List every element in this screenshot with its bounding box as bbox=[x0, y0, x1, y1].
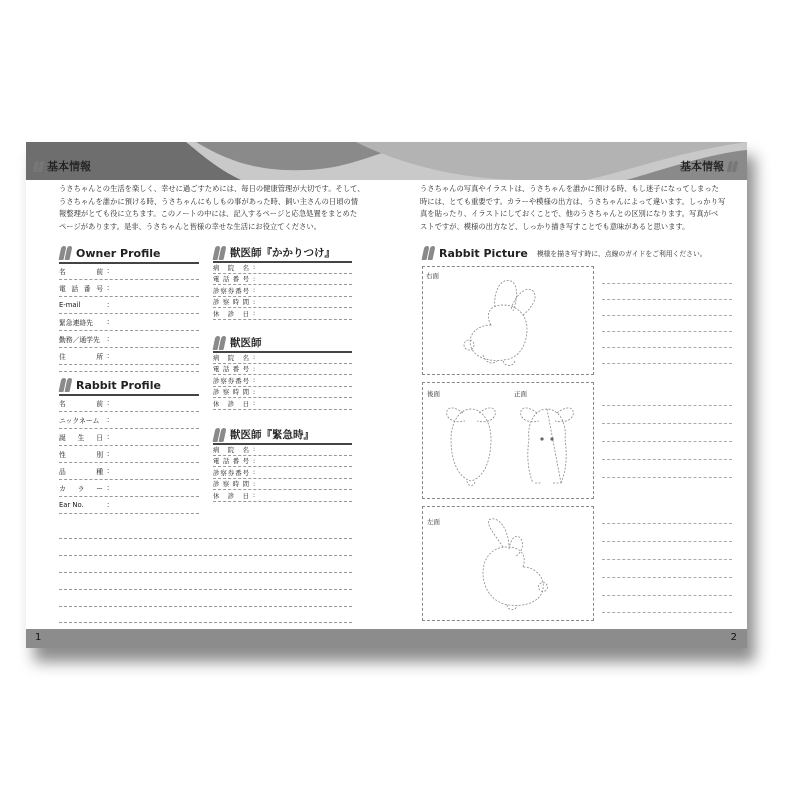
owner-field-row[interactable] bbox=[59, 297, 199, 314]
field-label: 緊急連絡先 bbox=[59, 319, 93, 327]
intro-line: うさちゃんの写真やイラストは、うさちゃんを誰かに預ける時、もし迷子になってしまった bbox=[420, 184, 719, 193]
rabbit-back-front-outline-icon bbox=[423, 383, 595, 500]
colon: : bbox=[253, 468, 256, 477]
left-header bbox=[34, 158, 91, 174]
notes-line[interactable] bbox=[59, 589, 352, 590]
field-label: 診察券番号 bbox=[213, 286, 249, 295]
vet-regular-heading bbox=[214, 245, 335, 260]
field-label: 休 診 日 bbox=[213, 491, 249, 500]
field-label: 診 察 時 間 bbox=[213, 298, 249, 307]
colon: : bbox=[253, 263, 256, 272]
colon: : bbox=[253, 376, 256, 385]
vet-field-row[interactable] bbox=[213, 387, 352, 399]
field-label: 電 話 番 号 bbox=[213, 365, 249, 374]
intro-line: 真を貼ったり、イラストにしておくことで、他のうさちゃんとの区別になります。写真がベ bbox=[420, 209, 719, 218]
writing-line[interactable] bbox=[602, 423, 732, 424]
rabbit-ears-icon bbox=[423, 246, 434, 260]
colon: : bbox=[253, 286, 256, 295]
notes-line[interactable] bbox=[59, 572, 352, 573]
rabbit-picture-hint: 模様を描き写す時に、点線のガイドをご利用ください。 bbox=[536, 250, 707, 258]
colon: : bbox=[253, 399, 256, 408]
owner-profile-title: Owner Profile bbox=[76, 246, 161, 260]
vet-title: 獣医師 bbox=[230, 337, 262, 349]
intro-line: 時には、とても重要です。カラーや模様の出方は、うさちゃんによって違います。しっかり写 bbox=[420, 196, 726, 206]
field-label: Ear No. bbox=[59, 501, 84, 509]
box-label: 後面 bbox=[427, 390, 440, 398]
writing-line[interactable] bbox=[602, 363, 732, 364]
writing-line[interactable] bbox=[602, 331, 732, 332]
vet-field-row[interactable] bbox=[213, 467, 352, 479]
intro-line: ページがあります。是非、うさちゃんと皆様の幸せな生活にお役立てください。 bbox=[59, 221, 321, 231]
vet-field-row[interactable] bbox=[213, 285, 352, 297]
intro-line: ストですが、模様の出方など、しっかり描き写すことでも意味があると思います。 bbox=[420, 221, 690, 231]
colon: : bbox=[253, 364, 256, 373]
right-header bbox=[680, 158, 737, 174]
colon: : bbox=[253, 445, 256, 454]
field-label: 勤務／通学先 bbox=[59, 336, 100, 344]
left-side-drawing-box[interactable] bbox=[422, 506, 594, 621]
colon: : bbox=[107, 484, 110, 492]
writing-line[interactable] bbox=[602, 477, 732, 478]
colon: : bbox=[253, 274, 256, 283]
colon: : bbox=[107, 352, 110, 360]
vet-field-row[interactable] bbox=[213, 352, 352, 364]
colon: : bbox=[107, 267, 110, 275]
writing-line[interactable] bbox=[602, 523, 732, 524]
field-label: 診察券番号 bbox=[213, 376, 249, 385]
field-label: 電 話 番 号 bbox=[213, 457, 249, 466]
writing-line[interactable] bbox=[602, 283, 732, 284]
vet-field-row[interactable] bbox=[213, 398, 352, 410]
vet-field-row[interactable] bbox=[213, 262, 352, 274]
left-page bbox=[26, 142, 386, 648]
notes-line[interactable] bbox=[59, 622, 352, 623]
rabbit-ears-icon bbox=[60, 378, 71, 392]
writing-line[interactable] bbox=[602, 405, 732, 406]
box-label: 左面 bbox=[427, 518, 440, 526]
colon: : bbox=[107, 335, 110, 343]
writing-line[interactable] bbox=[602, 612, 732, 613]
colon: : bbox=[107, 301, 110, 309]
rabbit-field-row[interactable] bbox=[59, 412, 199, 429]
field-label: 電 話 番 号 bbox=[59, 285, 103, 293]
vet-regular-title: 獣医師『かかりつけ』 bbox=[230, 247, 335, 259]
left-header-title: 基本情報 bbox=[47, 160, 91, 173]
writing-line[interactable] bbox=[602, 441, 732, 442]
writing-line[interactable] bbox=[602, 577, 732, 578]
owner-extra-line bbox=[59, 371, 199, 372]
owner-profile-heading bbox=[60, 246, 161, 260]
vet-heading bbox=[214, 335, 262, 350]
box-label: 右面 bbox=[426, 272, 439, 280]
left-intro bbox=[59, 183, 379, 233]
rabbit-picture-title: Rabbit Picture bbox=[439, 246, 528, 260]
page-number: 1 bbox=[35, 632, 42, 643]
colon: : bbox=[107, 450, 110, 458]
notes-line[interactable] bbox=[59, 555, 352, 556]
owner-field-row[interactable] bbox=[59, 331, 199, 348]
rabbit-profile-title: Rabbit Profile bbox=[76, 378, 161, 392]
field-label: 診 察 時 間 bbox=[213, 480, 249, 489]
right-side-drawing-box[interactable] bbox=[422, 266, 594, 375]
right-header-title: 基本情報 bbox=[680, 160, 724, 173]
vet-field-row[interactable] bbox=[213, 479, 352, 491]
field-label: E-mail bbox=[59, 301, 81, 309]
colon: : bbox=[253, 309, 256, 318]
rabbit-field-row[interactable] bbox=[59, 429, 199, 446]
colon: : bbox=[253, 297, 256, 306]
field-label: 名 前 bbox=[59, 400, 103, 408]
rabbit-ears-icon bbox=[34, 161, 43, 172]
colon: : bbox=[253, 387, 256, 396]
vet-field-row[interactable] bbox=[213, 490, 352, 502]
notes-line[interactable] bbox=[59, 538, 352, 539]
rabbit-field-row[interactable] bbox=[59, 446, 199, 463]
field-label: 病 院 名 bbox=[213, 445, 249, 454]
intro-line: うさちゃんを誰かに預ける時、うさちゃんにもしもの事があった時、飼い主さんの日頃の情 bbox=[59, 196, 359, 206]
field-label: 誕 生 日 bbox=[59, 434, 103, 442]
rabbit-picture-heading bbox=[423, 246, 707, 260]
writing-line[interactable] bbox=[602, 315, 732, 316]
colon: : bbox=[253, 353, 256, 362]
field-label: 品 種 bbox=[59, 468, 103, 476]
colon: : bbox=[253, 491, 256, 500]
writing-line[interactable] bbox=[602, 459, 732, 460]
field-label: カラー bbox=[59, 485, 103, 493]
colon: : bbox=[107, 318, 110, 326]
writing-line[interactable] bbox=[602, 559, 732, 560]
rabbit-profile-heading bbox=[60, 378, 161, 392]
rabbit-field-row[interactable] bbox=[59, 497, 199, 514]
rabbit-ears-icon bbox=[214, 246, 225, 260]
field-label: 性 別 bbox=[59, 451, 103, 459]
colon: : bbox=[107, 416, 110, 424]
vet-field-row[interactable] bbox=[213, 297, 352, 309]
vet-field-row[interactable] bbox=[213, 444, 352, 456]
notes-line[interactable] bbox=[59, 606, 352, 607]
vet-field-row[interactable] bbox=[213, 308, 352, 320]
field-label: ニックネーム bbox=[59, 417, 100, 425]
vet-emergency-heading bbox=[214, 427, 314, 442]
vet-field-row[interactable] bbox=[213, 364, 352, 376]
field-label: 名 前 bbox=[59, 268, 103, 276]
writing-line[interactable] bbox=[602, 595, 732, 596]
rabbit-field-row[interactable] bbox=[59, 463, 199, 480]
page-number: 2 bbox=[730, 632, 737, 643]
colon: : bbox=[253, 479, 256, 488]
rabbit-ears-icon bbox=[214, 336, 225, 350]
field-label: 病 院 名 bbox=[213, 263, 249, 272]
field-label: 診察券番号 bbox=[213, 468, 249, 477]
field-label: 電 話 番 号 bbox=[213, 275, 249, 284]
intro-line: うさちゃんとの生活を楽しく、幸せに過ごすためには、毎日の健康管理が大切です。そして、 bbox=[59, 184, 365, 193]
field-label: 診 察 時 間 bbox=[213, 388, 249, 397]
rabbit-field-row[interactable] bbox=[59, 480, 199, 497]
rabbit-ears-icon bbox=[60, 246, 71, 260]
right-intro bbox=[420, 183, 740, 233]
vet-field-row[interactable] bbox=[213, 375, 352, 387]
rabbit-ears-icon bbox=[728, 161, 737, 172]
intro-line: 報整理がとても役に立ちます。このノートの中には、記入するページと応急処置をまとめた bbox=[59, 209, 358, 218]
writing-line[interactable] bbox=[602, 541, 732, 542]
rabbit-field-row[interactable] bbox=[59, 395, 199, 412]
owner-field-row[interactable] bbox=[59, 280, 199, 297]
rabbit-right-side-outline-icon bbox=[423, 267, 595, 376]
owner-field-row[interactable] bbox=[59, 263, 199, 280]
field-label: 住 所 bbox=[59, 353, 103, 361]
vet-field-row[interactable] bbox=[213, 274, 352, 286]
field-label: 病 院 名 bbox=[213, 353, 249, 362]
rabbit-ears-icon bbox=[214, 428, 225, 442]
field-label: 休 診 日 bbox=[213, 399, 249, 408]
colon: : bbox=[107, 284, 110, 292]
vet-emergency-title: 獣医師『緊急時』 bbox=[230, 429, 314, 441]
colon: : bbox=[107, 467, 110, 475]
field-label: 休 診 日 bbox=[213, 309, 249, 318]
back-front-drawing-box[interactable] bbox=[422, 382, 594, 499]
rabbit-left-side-outline-icon bbox=[423, 507, 595, 622]
notebook-spread bbox=[26, 142, 747, 648]
box-label: 正面 bbox=[514, 390, 527, 398]
writing-line[interactable] bbox=[602, 347, 732, 348]
owner-field-row[interactable] bbox=[59, 348, 199, 365]
owner-field-row[interactable] bbox=[59, 314, 199, 331]
writing-line[interactable] bbox=[602, 299, 732, 300]
right-page bbox=[387, 142, 747, 648]
colon: : bbox=[253, 456, 256, 465]
vet-field-row[interactable] bbox=[213, 456, 352, 468]
colon: : bbox=[107, 501, 110, 509]
colon: : bbox=[107, 399, 110, 407]
colon: : bbox=[107, 433, 110, 441]
